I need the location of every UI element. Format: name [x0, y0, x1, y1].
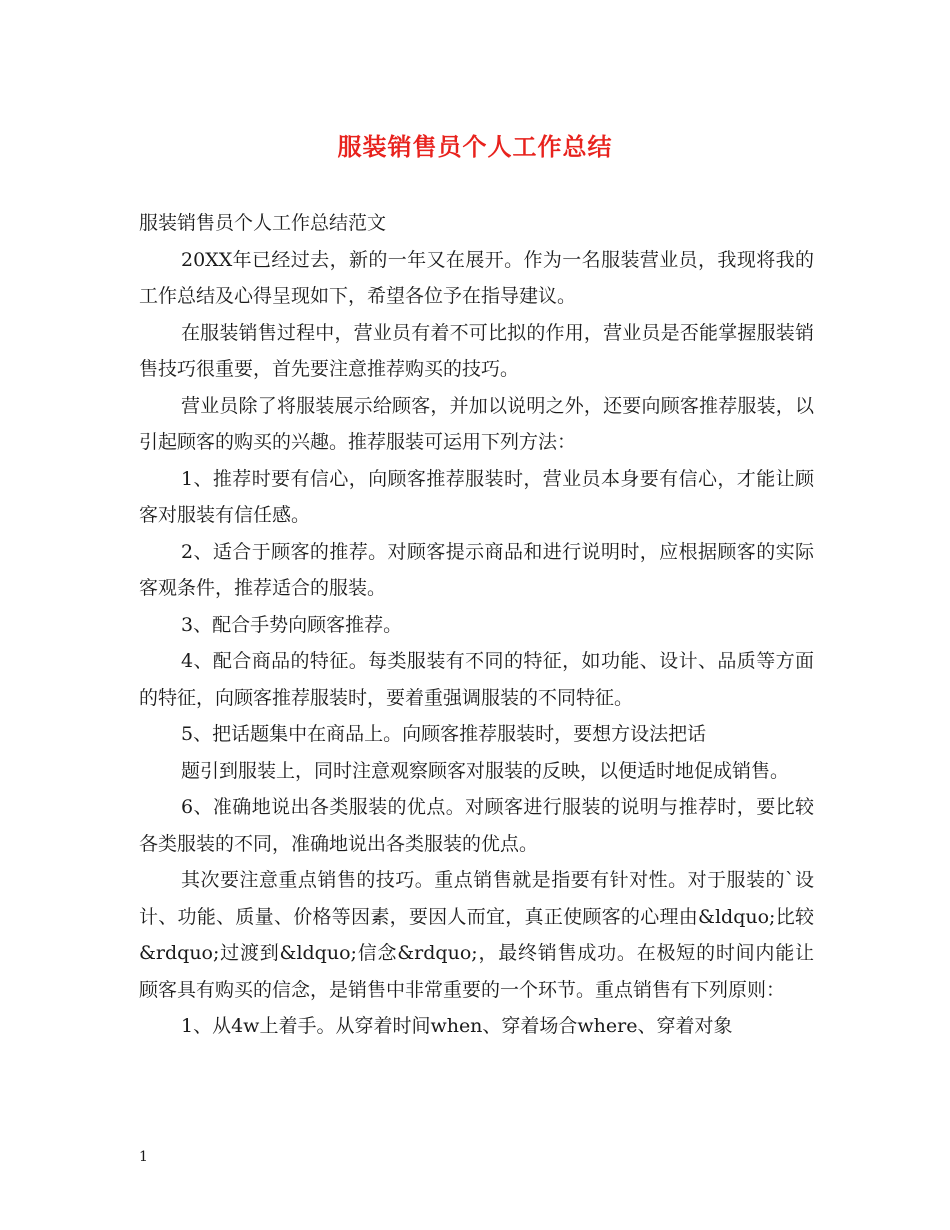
document-title: 服装销售员个人工作总结 — [337, 132, 613, 161]
paragraph: 题引到服装上，同时注意观察顾客对服装的反映，以便适时地促成销售。 — [181, 759, 790, 782]
document-body — [139, 205, 814, 1045]
paragraph: 在服装销售过程中，营业员有着不可比拟的作用，营业员是否能掌握服装销售技巧很重要，首先要注意推荐购买的技巧。 — [139, 321, 814, 380]
paragraph: 5、把话题集中在商品上。向顾客推荐服装时，要想方设法把话 — [181, 723, 707, 745]
page-number: 1 — [139, 1149, 148, 1165]
paragraph: 其次要注意重点销售的技巧。重点销售就是指要有针对性。对于服装的`设计、功能、质量、价格等因素，要因人而宜，真正使顾客的心理由&ldquo;比较&rdquo;过渡到&ldquo;信念&rdquo;，最终销售成功。在极短的时间内能让顾客具有购买的信念，是销售中非常重要的一个环节。重点销售有下列原则： — [139, 869, 814, 1001]
paragraph: 3、配合手势向顾客推荐。 — [181, 613, 403, 636]
paragraph: 2、适合于顾客的推荐。对顾客提示商品和进行说明时，应根据顾客的实际客观条件，推荐适合的服装。 — [139, 540, 814, 599]
paragraph: 营业员除了将服装展示给顾客，并加以说明之外，还要向顾客推荐服装，以引起顾客的购买的兴趣。推荐服装可运用下列方法： — [139, 394, 814, 453]
paragraph: 20XX年已经过去，新的一年又在展开。作为一名服装营业员，我现将我的工作总结及心得呈现如下，希望各位予在指导建议。 — [139, 248, 814, 307]
paragraph: 6、准确地说出各类服装的优点。对顾客进行服装的说明与推荐时，要比较各类服装的不同，准确地说出各类服装的优点。 — [139, 796, 814, 855]
paragraph: 4、配合商品的特征。每类服装有不同的特征，如功能、设计、品质等方面的特征，向顾客推荐服装时，要着重强调服装的不同特征。 — [139, 650, 814, 709]
paragraph-heading: 服装销售员个人工作总结范文 — [139, 212, 387, 234]
paragraph: 1、从4w上着手。从穿着时间when、穿着场合where、穿着对象 — [181, 1015, 733, 1037]
paragraph: 1、推荐时要有信心，向顾客推荐服装时，营业员本身要有信心，才能让顾客对服装有信任感。 — [139, 467, 814, 526]
